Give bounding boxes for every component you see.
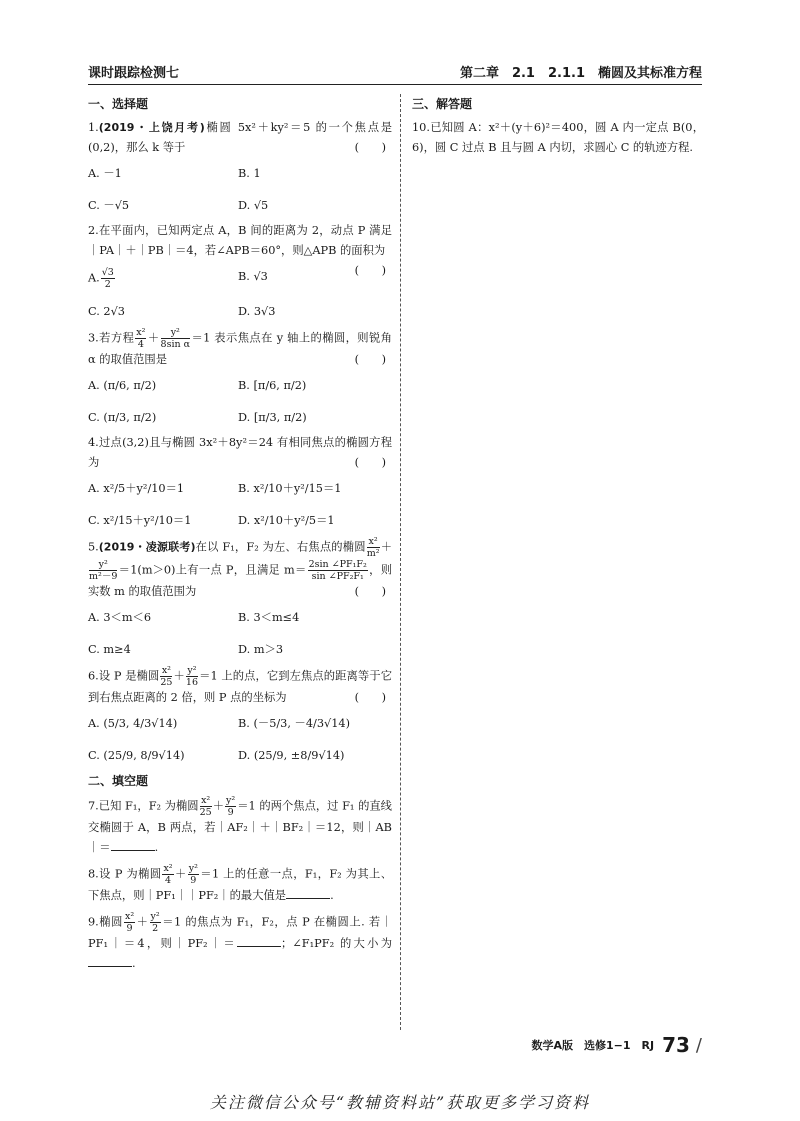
q1-option-d: D. √5	[238, 199, 269, 212]
q4-option-d: D. x²/10＋y²/5＝1	[238, 514, 335, 527]
q7-f2-num: y²	[226, 795, 236, 806]
q3-options	[88, 376, 392, 428]
q5-option-a: A. 3＜m＜6	[88, 611, 152, 624]
q7-number: 7.	[88, 799, 99, 813]
q7-pre: 已知 F₁，F₂ 为椭圆	[98, 799, 199, 813]
q5-f2-num: y²	[89, 559, 117, 571]
q6-pre: 设 P 是椭圆	[98, 669, 160, 683]
q6-plus: ＋	[173, 669, 185, 683]
q9-f1-den: 9	[126, 923, 133, 934]
q5-fraction-2	[89, 559, 117, 582]
q10-number: 10.	[412, 121, 430, 134]
q4-options	[88, 479, 392, 531]
q3-option-c: C. (π/3, π/2)	[88, 411, 157, 424]
question-9	[88, 911, 392, 974]
q1-option-b: B. 1	[238, 167, 261, 180]
q6-fraction-2	[186, 665, 198, 688]
q8-f1-den: 4	[165, 875, 172, 886]
q2-option-a-prefix: A.	[88, 271, 100, 285]
q1-option-a: A. －1	[88, 167, 122, 180]
q8-pre: 设 P 为椭圆	[98, 867, 162, 881]
question-7	[88, 795, 392, 858]
q6-answer-paren: ( )	[354, 691, 386, 704]
header-chapter-title: 第二章 2.1 2.1.1 椭圆及其标准方程	[459, 66, 702, 81]
q1-source: (2019・上饶月考)	[98, 121, 205, 134]
page-number: 73	[662, 1033, 690, 1057]
footer-book-label: 数学A版 选修1−1 RJ	[531, 1039, 655, 1052]
q5-plus: ＋	[380, 540, 392, 554]
q3-f1-num: x²	[136, 327, 146, 338]
q9-answer-blank-2[interactable]	[88, 954, 132, 967]
q6-options	[88, 714, 392, 766]
q8-f2-den: 9	[190, 875, 197, 886]
q8-end: .	[330, 889, 334, 902]
q9-f2-den: 2	[152, 923, 159, 934]
question-10	[412, 118, 704, 158]
q2-option-a-num: √3	[101, 267, 114, 278]
q1-text: 椭圆 5x²＋ky²＝5 的一个焦点是(0,2)，那么 k 等于	[88, 121, 392, 154]
q1-options	[88, 164, 392, 216]
q6-number: 6.	[88, 669, 99, 683]
question-2	[88, 221, 392, 322]
q9-pre: 椭圆	[98, 915, 123, 929]
footer-slash: /	[695, 1034, 702, 1056]
q8-fraction-2	[188, 863, 199, 886]
q8-f1-num: x²	[163, 863, 173, 874]
q6-option-c: C. (25/9, 8/9√14)	[88, 749, 185, 762]
question-4	[88, 433, 392, 531]
q4-text: 过点(3,2)且与椭圆 3x²＋8y²＝24 有相同焦点的椭圆方程为	[88, 436, 392, 469]
q3-f2-den: 8sin α	[160, 339, 191, 350]
q5-f1-num: x²	[368, 536, 378, 547]
q6-fraction-1	[160, 665, 172, 688]
q7-plus: ＋	[212, 799, 225, 813]
question-1	[88, 118, 392, 216]
q3-plus: ＋	[147, 331, 160, 345]
q4-option-b: B. x²/10＋y²/15＝1	[238, 482, 342, 495]
q1-option-c: C. －√5	[88, 199, 130, 212]
q5-f3-den: sin ∠PF₂F₁	[311, 571, 364, 582]
q5-options	[88, 608, 392, 660]
q7-end: .	[154, 841, 159, 854]
q2-option-c: C. 2√3	[88, 305, 125, 318]
q9-plus: ＋	[136, 915, 149, 929]
left-column	[88, 92, 392, 979]
section-fill-heading: 二、填空题	[88, 774, 149, 788]
q5-source: (2019・凌源联考)	[98, 540, 196, 554]
q6-f1-num: x²	[161, 665, 171, 676]
q2-option-a	[88, 267, 238, 290]
q1-answer-paren: ( )	[354, 141, 386, 154]
q5-text-3: ，则实数 m 的取值范围为	[88, 563, 392, 598]
q1-number: 1.	[88, 121, 99, 134]
q9-answer-blank-1[interactable]	[237, 934, 281, 947]
question-8	[88, 863, 392, 906]
q5-answer-paren: ( )	[354, 585, 386, 598]
q9-mid: ；∠F₁PF₂ 的大小为	[281, 937, 392, 950]
q3-fraction-1	[135, 327, 146, 350]
q6-option-d: D. (25/9, ±8/9√14)	[238, 749, 345, 762]
q5-text-2: ＝1(m＞0)上有一点 P，且满足 m＝	[118, 563, 307, 577]
q2-option-b: B. √3	[238, 270, 268, 283]
q5-option-c: C. m≥4	[88, 643, 131, 656]
q9-fraction-1	[124, 911, 135, 934]
page-footer	[531, 1033, 702, 1057]
header-left-title: 课时跟踪检测七	[88, 66, 180, 81]
header-rule	[88, 84, 702, 85]
q6-post: ＝1 上的点，它到左焦点的距离等于它到右焦点距离的 2 倍，则 P 点的坐标为	[88, 669, 392, 704]
q7-f1-den: 25	[199, 807, 212, 818]
q3-option-d: D. [π/3, π/2)	[238, 411, 307, 424]
q2-option-a-fraction	[101, 267, 115, 290]
watermark-text: 关注微信公众号“教辅资料站”获取更多学习资料	[209, 1093, 591, 1112]
q3-answer-paren: ( )	[354, 353, 386, 366]
q3-post: ＝1 表示焦点在 y 轴上的椭圆，则锐角 α 的取值范围是	[88, 331, 392, 366]
section-answer-heading: 三、解答题	[412, 97, 473, 111]
question-6	[88, 665, 392, 766]
section-choice-heading: 一、选择题	[88, 97, 149, 111]
q5-number: 5.	[88, 540, 99, 554]
question-3	[88, 327, 392, 428]
q5-option-b: B. 3＜m≤4	[238, 611, 300, 624]
q10-text: 已知圆 A：x²＋(y＋6)²＝400，圆 A 内一定点 B(0，6)，圆 C 过点 B 且与圆 A 内切，求圆心 C 的轨迹方程.	[412, 121, 704, 154]
q2-text: 在平面内，已知两定点 A，B 间的距离为 2，动点 P 满足｜PA｜＋｜PB｜＝4，若∠APB＝60°，则△APB 的面积为	[88, 224, 392, 257]
q9-f1-num: x²	[124, 911, 135, 922]
question-5	[88, 536, 392, 660]
q7-fraction-2	[225, 795, 236, 818]
q5-fraction-3	[308, 559, 368, 582]
q8-f2-num: y²	[188, 863, 198, 874]
q8-number: 8.	[88, 867, 99, 881]
q5-text-1: 在以 F₁，F₂ 为左、右焦点的椭圆	[195, 540, 366, 554]
q3-fraction-2	[161, 327, 191, 350]
q3-f2-num: y²	[161, 327, 191, 339]
q6-f2-num: y²	[187, 665, 197, 676]
q7-f1-num: x²	[201, 795, 211, 806]
q7-post: ＝1 的两个焦点，过 F₁ 的直线交椭圆于 A，B 两点，若｜AF₂｜＋｜BF₂｜＝12，则｜AB｜＝	[88, 799, 392, 854]
q2-options	[88, 267, 355, 322]
q8-answer-blank[interactable]	[286, 886, 330, 899]
q3-f1-den: 4	[137, 339, 144, 350]
q9-end: .	[132, 957, 136, 970]
q6-option-a: A. (5/3, 4/3√14)	[88, 717, 178, 730]
q9-fraction-2	[150, 911, 161, 934]
right-column	[412, 92, 704, 163]
q8-fraction-1	[162, 863, 173, 886]
q8-post: ＝1 上的任意一点，F₁，F₂ 为其上、下焦点，则｜PF₁｜｜PF₂｜的最大值是	[88, 867, 392, 902]
q2-answer-paren: ( )	[354, 264, 386, 277]
q9-post: ＝1 的焦点为 F₁，F₂，点 P 在椭圆上. 若｜PF₁｜＝4，则｜PF₂｜＝	[88, 915, 392, 950]
q2-option-d: D. 3√3	[238, 305, 276, 318]
q7-fraction-1	[200, 795, 212, 818]
q4-option-a: A. x²/5＋y²/10＝1	[88, 482, 185, 495]
q5-fraction-1	[367, 536, 380, 559]
q3-option-b: B. [π/6, π/2)	[238, 379, 307, 392]
column-divider	[400, 94, 401, 1030]
q9-number: 9.	[88, 915, 99, 929]
q3-pre: 若方程	[98, 331, 135, 345]
q4-answer-paren: ( )	[354, 456, 386, 469]
q2-number: 2.	[88, 224, 99, 237]
q6-option-b: B. (－5/3, －4/3√14)	[238, 717, 351, 730]
q9-f2-num: y²	[150, 911, 160, 922]
q6-f1-den: 25	[160, 677, 173, 688]
q7-answer-blank[interactable]	[111, 838, 155, 851]
q8-plus: ＋	[174, 867, 187, 881]
q3-number: 3.	[88, 331, 99, 345]
q5-f2-den: m²－9	[89, 571, 118, 582]
q7-f2-den: 9	[227, 807, 234, 818]
q3-option-a: A. (π/6, π/2)	[88, 379, 157, 392]
q4-option-c: C. x²/15＋y²/10＝1	[88, 514, 192, 527]
q5-option-d: D. m＞3	[238, 643, 284, 656]
q4-number: 4.	[88, 436, 99, 449]
q6-f2-den: 16	[185, 677, 199, 688]
q2-option-a-den: 2	[104, 279, 111, 290]
q5-f3-num: 2sin ∠PF₁F₂	[308, 559, 367, 570]
q5-f1-den: m²	[366, 548, 380, 559]
